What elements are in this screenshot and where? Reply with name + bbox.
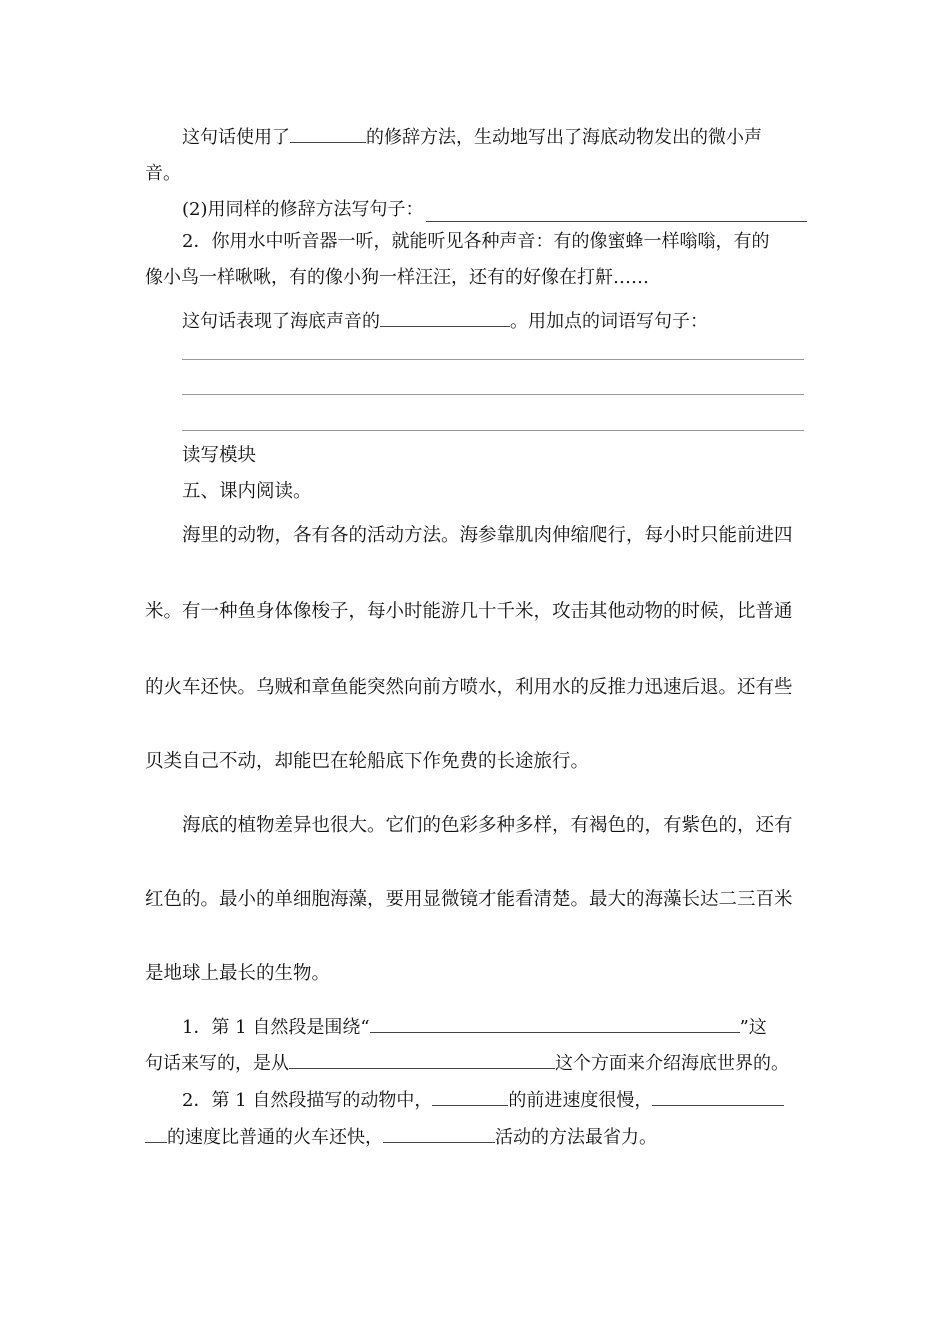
- passage-line: 海里的动物，各有各的活动方法。海参靠肌肉伸缩爬行，每小时只能前进四: [182, 525, 793, 546]
- reading-question-1-line-1: 1．第 1 自然段是围绕“ ”这: [182, 1014, 807, 1040]
- answer-blank[interactable]: [290, 124, 366, 143]
- question-2-prompt: 这句话表现了海底声音的 。用加点的词语写句子：: [182, 308, 807, 334]
- reading-question-1-line-2: 句话来写的，是从 这个方面来介绍海底世界的。: [145, 1050, 807, 1076]
- answer-line[interactable]: [426, 203, 808, 222]
- answer-blank[interactable]: [145, 1124, 167, 1143]
- rhetoric-question-line: 这句话使用了 的修辞方法，生动地写出了海底动物发出的微小声: [182, 124, 807, 150]
- answer-blank[interactable]: [383, 1124, 495, 1143]
- write-sentence-prompt: (2)用同样的修辞方法写句子：: [182, 198, 807, 222]
- answer-line[interactable]: [182, 430, 804, 431]
- answer-blank[interactable]: [380, 308, 510, 327]
- answer-line[interactable]: [182, 394, 804, 395]
- passage-line: 是地球上最长的生物。: [145, 963, 331, 984]
- answer-line[interactable]: [182, 359, 804, 360]
- answer-blank[interactable]: [652, 1087, 784, 1106]
- passage-line: 红色的。最小的单细胞海藻，要用显微镜才能看清楚。最大的海藻长达二三百米: [145, 889, 793, 910]
- passage-line: 的火车还快。乌贼和章鱼能突然向前方喷水，利用水的反推力迅速后退。还有些: [145, 677, 793, 698]
- rhetoric-question-line-2: 音。: [145, 163, 181, 184]
- module-title: 读写模块: [182, 445, 257, 466]
- reading-question-2-line-1: 2．第 1 自然段描写的动物中， 的前进速度很慢，: [182, 1087, 807, 1113]
- passage-line: 海底的植物差异也很大。它们的色彩多种多样，有褐色的，有紫色的，还有: [182, 815, 793, 836]
- answer-blank[interactable]: [289, 1050, 555, 1069]
- question-2-line-1: 2．你用水中听音器一听，就能听见各种声音：有的像蜜蜂一样嗡嗡，有的: [182, 231, 770, 252]
- passage-line: 贝类自己不动，却能巴在轮船底下作免费的长途旅行。: [145, 751, 590, 772]
- reading-question-2-line-2: 的速度比普通的火车还快， 活动的方法最省力。: [145, 1124, 807, 1150]
- section-heading: 五、课内阅读。: [182, 481, 312, 502]
- passage-line: 米。有一种鱼身体像梭子，每小时能游几十千米，攻击其他动物的时候，比普通: [145, 601, 793, 622]
- answer-blank[interactable]: [370, 1014, 740, 1033]
- question-2-line-2: 像小鸟一样啾啾，有的像小狗一样汪汪，还有的好像在打鼾……: [145, 267, 649, 288]
- answer-blank[interactable]: [432, 1087, 508, 1106]
